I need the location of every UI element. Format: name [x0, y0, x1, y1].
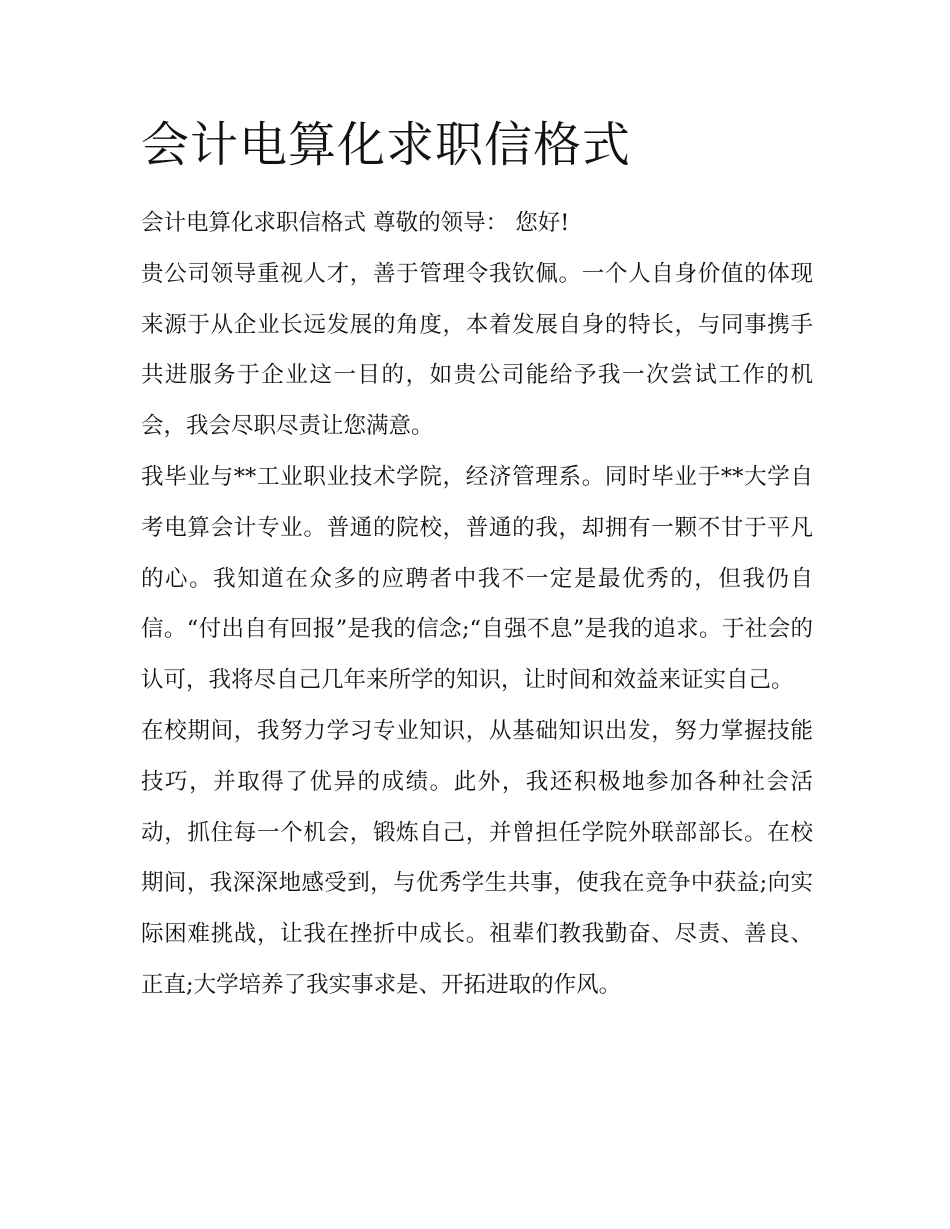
paragraph-campus: 在校期间，我努力学习专业知识，从基础知识出发，努力掌握技能技巧，并取得了优异的成绩。此外，我还积极地参加各种社会活动，抓住每一个机会，锻炼自己，并曾担任学院外联部部长。在校期间，我深深地感受到，与优秀学生共事，使我在竞争中获益;向实际困难挑战，让我在挫折中成长。祖辈们教我勤奋、尽责、善良、正直;大学培养了我实事求是、开拓进取的作风。 — [141, 717, 813, 998]
paragraph-education: 我毕业与**工业职业技术学院，经济管理系。同时毕业于**大学自考电算会计专业。普通的院校，普通的我，却拥有一颗不甘于平凡的心。我知道在众多的应聘者中我不一定是最优秀的，但我仍自信。“付出自有回报”是我的信念;“自强不息”是我的追求。于社会的认可，我将尽自己几年来所学的知识，让时间和效益来证实自己。 — [141, 463, 813, 694]
document-body — [141, 198, 813, 1011]
greeting-line: 会计电算化求职信格式 尊敬的领导： 您好! — [141, 210, 570, 236]
paragraph-intro: 贵公司领导重视人才，善于管理令我钦佩。一个人自身价值的体现来源于从企业长远发展的角度，本着发展自身的特长，与同事携手共进服务于企业这一目的，如贵公司能给予我一次尝试工作的机会，我会尽职尽责让您满意。 — [141, 260, 813, 440]
document-title: 会计电算化求职信格式 — [141, 117, 632, 173]
